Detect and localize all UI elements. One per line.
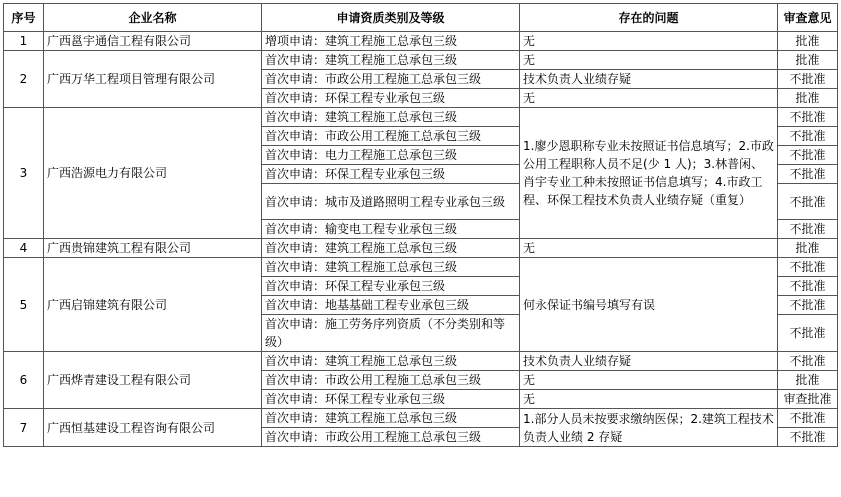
company-name-cell: 广西万华工程项目管理有限公司 xyxy=(44,51,262,108)
header-seq: 序号 xyxy=(4,4,44,32)
review-result-cell: 不批准 xyxy=(778,70,838,89)
review-result-cell: 批准 xyxy=(778,371,838,390)
company-name-cell: 广西恒基建设工程咨询有限公司 xyxy=(44,409,262,447)
review-result-cell: 不批准 xyxy=(778,258,838,277)
company-name-cell: 广西启锦建筑有限公司 xyxy=(44,258,262,352)
issue-cell: 技术负责人业绩存疑 xyxy=(520,70,778,89)
header-row xyxy=(4,4,838,32)
review-result-cell: 审查批准 xyxy=(778,390,838,409)
table-row xyxy=(4,258,838,277)
application-type-cell: 首次申请：施工劳务序列资质（不分类别和等级） xyxy=(262,315,520,352)
issue-cell: 无 xyxy=(520,390,778,409)
application-type-cell: 首次申请：建筑工程施工总承包三级 xyxy=(262,352,520,371)
application-type-cell: 首次申请：地基基础工程专业承包三级 xyxy=(262,296,520,315)
application-type-cell: 首次申请：市政公用工程施工总承包三级 xyxy=(262,428,520,447)
application-type-cell: 增项申请：建筑工程施工总承包三级 xyxy=(262,32,520,51)
review-result-cell: 不批准 xyxy=(778,352,838,371)
qualification-review-table xyxy=(3,3,838,447)
seq-cell: 7 xyxy=(4,409,44,447)
application-type-cell: 首次申请：环保工程专业承包三级 xyxy=(262,89,520,108)
header-application-type: 申请资质类别及等级 xyxy=(262,4,520,32)
issue-cell: 1.部分人员未按要求缴纳医保；2.建筑工程技术负责人业绩 2 存疑 xyxy=(520,409,778,447)
review-result-cell: 不批准 xyxy=(778,108,838,127)
application-type-cell: 首次申请：建筑工程施工总承包三级 xyxy=(262,51,520,70)
table-row xyxy=(4,239,838,258)
table-row xyxy=(4,108,838,127)
issue-cell: 何永保证书编号填写有误 xyxy=(520,258,778,352)
review-result-cell: 不批准 xyxy=(778,220,838,239)
review-result-cell: 批准 xyxy=(778,32,838,51)
header-review-opinion: 审查意见 xyxy=(778,4,838,32)
application-type-cell: 首次申请：建筑工程施工总承包三级 xyxy=(262,108,520,127)
issue-cell: 技术负责人业绩存疑 xyxy=(520,352,778,371)
issue-cell: 无 xyxy=(520,32,778,51)
issue-cell: 无 xyxy=(520,371,778,390)
table-row xyxy=(4,352,838,371)
application-type-cell: 首次申请：市政公用工程施工总承包三级 xyxy=(262,127,520,146)
table-row xyxy=(4,51,838,70)
seq-cell: 1 xyxy=(4,32,44,51)
review-result-cell: 批准 xyxy=(778,89,838,108)
header-company: 企业名称 xyxy=(44,4,262,32)
application-type-cell: 首次申请：环保工程专业承包三级 xyxy=(262,277,520,296)
table-row xyxy=(4,409,838,428)
header-issues: 存在的问题 xyxy=(520,4,778,32)
review-result-cell: 不批准 xyxy=(778,146,838,165)
seq-cell: 2 xyxy=(4,51,44,108)
company-name-cell: 广西邕宇通信工程有限公司 xyxy=(44,32,262,51)
issue-cell: 无 xyxy=(520,51,778,70)
review-result-cell: 不批准 xyxy=(778,296,838,315)
issue-cell: 无 xyxy=(520,239,778,258)
review-result-cell: 不批准 xyxy=(778,409,838,428)
seq-cell: 5 xyxy=(4,258,44,352)
company-name-cell: 广西浩源电力有限公司 xyxy=(44,108,262,239)
review-result-cell: 不批准 xyxy=(778,127,838,146)
seq-cell: 6 xyxy=(4,352,44,409)
application-type-cell: 首次申请：建筑工程施工总承包三级 xyxy=(262,239,520,258)
application-type-cell: 首次申请：市政公用工程施工总承包三级 xyxy=(262,70,520,89)
company-name-cell: 广西贵锦建筑工程有限公司 xyxy=(44,239,262,258)
review-result-cell: 不批准 xyxy=(778,315,838,352)
review-result-cell: 不批准 xyxy=(778,277,838,296)
application-type-cell: 首次申请：市政公用工程施工总承包三级 xyxy=(262,371,520,390)
review-result-cell: 批准 xyxy=(778,239,838,258)
issue-cell: 1.廖少恩职称专业未按照证书信息填写；2.市政公用工程职称人员不足(少 1 人)；3.林普闲、肖宇专业工种未按照证书信息填写；4.市政工程、环保工程技术负责人业绩存疑（重复） xyxy=(520,108,778,239)
review-result-cell: 不批准 xyxy=(778,165,838,184)
seq-cell: 4 xyxy=(4,239,44,258)
review-result-cell: 不批准 xyxy=(778,428,838,447)
application-type-cell: 首次申请：环保工程专业承包三级 xyxy=(262,165,520,184)
application-type-cell: 首次申请：输变电工程专业承包三级 xyxy=(262,220,520,239)
review-result-cell: 批准 xyxy=(778,51,838,70)
seq-cell: 3 xyxy=(4,108,44,239)
company-name-cell: 广西烨青建设工程有限公司 xyxy=(44,352,262,409)
application-type-cell: 首次申请：电力工程施工总承包三级 xyxy=(262,146,520,165)
review-result-cell: 不批准 xyxy=(778,184,838,220)
application-type-cell: 首次申请：环保工程专业承包三级 xyxy=(262,390,520,409)
table-row xyxy=(4,32,838,51)
issue-cell: 无 xyxy=(520,89,778,108)
application-type-cell: 首次申请：城市及道路照明工程专业承包三级 xyxy=(262,184,520,220)
application-type-cell: 首次申请：建筑工程施工总承包三级 xyxy=(262,258,520,277)
application-type-cell: 首次申请：建筑工程施工总承包三级 xyxy=(262,409,520,428)
